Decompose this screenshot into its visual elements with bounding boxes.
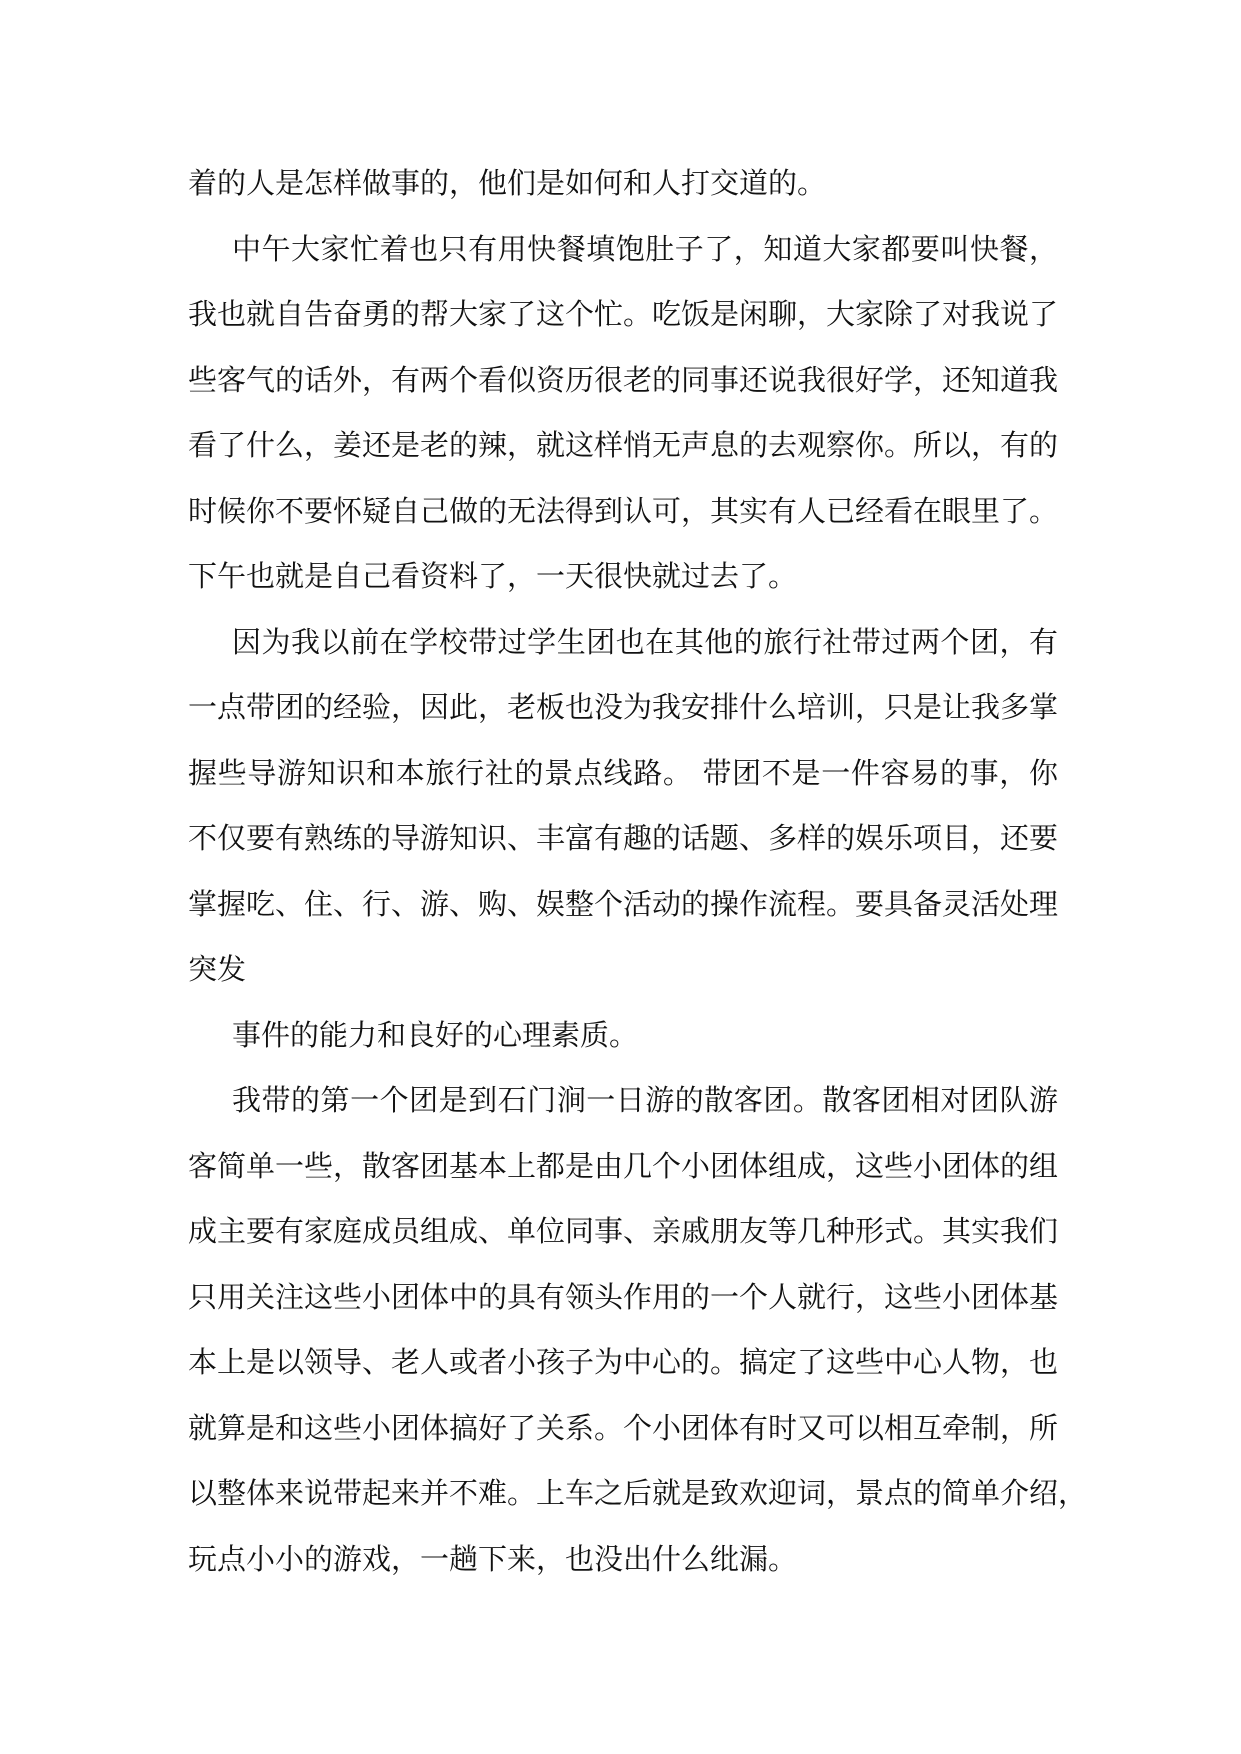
text-line: 玩点小小的游戏，一趟下来，也没出什么纰漏。: [188, 1541, 798, 1576]
text-line: 因为我以前在学校带过学生团也在其他的旅行社带过两个团，有: [232, 624, 1058, 659]
text-line: 突发: [188, 952, 247, 986]
text-line: 只用关注这些小团体中的具有领头作用的一个人就行，这些小团体基: [188, 1279, 1059, 1314]
text-line: 时候你不要怀疑自己做的无法得到认可，其实有人已经看在眼里了。: [188, 493, 1059, 528]
text-line: 客简单一些，散客团基本上都是由几个小团体组成，这些小团体的组: [188, 1148, 1059, 1183]
text-line: 握些导游知识和本旅行社的景点线路。 带团不是一件容易的事，你: [188, 755, 1058, 790]
text-line: 事件的能力和良好的心理素质。: [232, 1017, 639, 1052]
text-line: 些客气的话外，有两个看似资历很老的同事还说我很好学，还知道我: [188, 362, 1059, 397]
document-body: [188, 151, 1088, 1592]
text-line: 成主要有家庭成员组成、单位同事、亲戚朋友等几种形式。其实我们: [188, 1214, 1059, 1248]
text-line: 以整体来说带起来并不难。上车之后就是致欢迎词，景点的简单介绍，: [188, 1476, 1088, 1510]
text-line: 不仅要有熟练的导游知识、丰富有趣的话题、多样的娱乐项目，还要: [188, 821, 1059, 855]
text-line: 就算是和这些小团体搞好了关系。个小团体有时又可以相互牵制，所: [188, 1410, 1059, 1445]
text-line: 我带的第一个团是到石门涧一日游的散客团。散客团相对团队游: [232, 1083, 1058, 1117]
text-line: 掌握吃、住、行、游、购、娱整个活动的操作流程。要具备灵活处理: [188, 886, 1059, 921]
text-line: 本上是以领导、老人或者小孩子为中心的。搞定了这些中心人物，也: [188, 1345, 1059, 1379]
text-line: 看了什么，姜还是老的辣，就这样悄无声息的去观察你。所以，有的: [188, 428, 1059, 462]
text-line: 着的人是怎样做事的，他们是如何和人打交道的。: [188, 166, 827, 200]
text-line: 中午大家忙着也只有用快餐填饱肚子了，知道大家都要叫快餐，: [232, 231, 1058, 266]
text-line: 下午也就是自己看资料了，一天很快就过去了。: [188, 559, 798, 593]
text-line: 我也就自告奋勇的帮大家了这个忙。吃饭是闲聊，大家除了对我说了: [188, 297, 1059, 331]
text-line: 一点带团的经验，因此，老板也没为我安排什么培训，只是让我多掌: [188, 690, 1059, 724]
